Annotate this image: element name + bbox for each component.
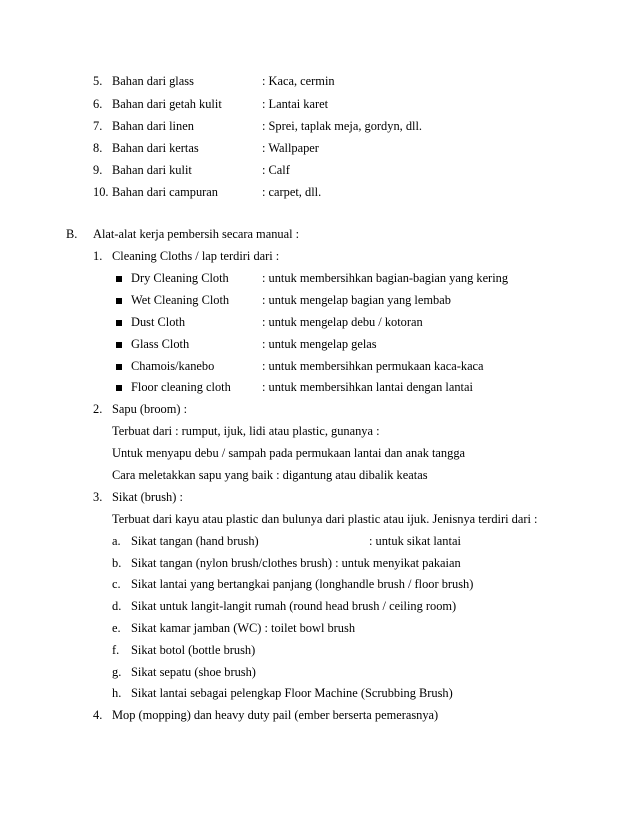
- material-label: Bahan dari kulit: [112, 163, 192, 177]
- item-num: 3.: [93, 490, 103, 504]
- cloth-desc: : untuk membersihkan permukaan kaca-kaca: [262, 359, 484, 373]
- material-value: : Sprei, taplak meja, gordyn, dll.: [262, 119, 423, 133]
- bullet-square-icon: [116, 385, 122, 391]
- brush-intro: Terbuat dari kayu atau plastic dan bulunya dari plastic atau ijuk. Jenisnya terdiri dari :: [112, 512, 538, 526]
- material-num: 6.: [93, 97, 103, 111]
- brush-item: Sikat untuk langit-langit rumah (round head brush / ceiling room): [131, 599, 457, 613]
- material-label: Bahan dari getah kulit: [112, 97, 222, 111]
- sub-letter: d.: [112, 599, 122, 613]
- cloth-label: Dust Cloth: [131, 315, 186, 329]
- item-num: 2.: [93, 402, 103, 416]
- material-label: Bahan dari linen: [112, 119, 194, 133]
- cloth-desc: : untuk mengelap bagian yang lembab: [262, 293, 451, 307]
- brush-item: Sikat tangan (nylon brush/clothes brush) : untuk menyikat pakaian: [131, 556, 461, 570]
- material-label: Bahan dari campuran: [112, 185, 218, 199]
- item-title: Sikat (brush) :: [112, 490, 183, 504]
- section-b-title: Alat-alat kerja pembersih secara manual :: [93, 227, 300, 241]
- material-value: : Lantai karet: [262, 97, 329, 111]
- material-value: : carpet, dll.: [262, 185, 322, 199]
- material-num: 8.: [93, 141, 103, 155]
- material-value: : Wallpaper: [262, 141, 319, 155]
- material-value: : Kaca, cermin: [262, 74, 335, 88]
- material-value: : Calf: [262, 163, 290, 177]
- material-num: 7.: [93, 119, 103, 133]
- cloth-desc: : untuk mengelap gelas: [262, 337, 377, 351]
- bullet-square-icon: [116, 298, 122, 304]
- brush-item: Sikat lantai yang bertangkai panjang (longhandle brush / floor brush): [131, 577, 474, 591]
- cloth-desc: : untuk membersihkan bagian-bagian yang kering: [262, 271, 509, 285]
- material-num: 5.: [93, 74, 103, 88]
- material-num: 9.: [93, 163, 103, 177]
- item-title: Mop (mopping) dan heavy duty pail (ember berserta pemerasnya): [112, 708, 439, 722]
- sub-letter: f.: [112, 643, 120, 657]
- cloth-label: Glass Cloth: [131, 337, 190, 351]
- brush-item: Sikat botol (bottle brush): [131, 643, 256, 657]
- cloth-label: Wet Cleaning Cloth: [131, 293, 230, 307]
- brush-item: Sikat sepatu (shoe brush): [131, 665, 256, 679]
- item-num: 4.: [93, 708, 103, 722]
- cloth-label: Chamois/kanebo: [131, 359, 215, 373]
- item-title: Sapu (broom) :: [112, 402, 188, 416]
- material-label: Bahan dari glass: [112, 74, 194, 88]
- sub-letter: a.: [112, 534, 121, 548]
- material-num: 10.: [93, 185, 109, 199]
- sub-letter: c.: [112, 577, 121, 591]
- cloth-desc: : untuk mengelap debu / kotoran: [262, 315, 423, 329]
- section-b-marker: B.: [66, 227, 78, 241]
- bullet-square-icon: [116, 342, 122, 348]
- broom-text: Untuk menyapu debu / sampah pada permukaan lantai dan anak tangga: [112, 446, 466, 460]
- item-title: Cleaning Cloths / lap terdiri dari :: [112, 249, 280, 263]
- bullet-square-icon: [116, 276, 122, 282]
- material-label: Bahan dari kertas: [112, 141, 199, 155]
- bullet-square-icon: [116, 364, 122, 370]
- brush-item: Sikat tangan (hand brush): [131, 534, 259, 548]
- cloth-label: Floor cleaning cloth: [131, 380, 231, 394]
- broom-text: Cara meletakkan sapu yang baik : digantung atau dibalik keatas: [112, 468, 428, 482]
- item-num: 1.: [93, 249, 103, 263]
- sub-letter: e.: [112, 621, 121, 635]
- brush-item: Sikat kamar jamban (WC) : toilet bowl brush: [131, 621, 356, 635]
- brush-item-extra: : untuk sikat lantai: [369, 534, 461, 548]
- sub-letter: b.: [112, 556, 122, 570]
- broom-text: Terbuat dari : rumput, ijuk, lidi atau plastic, gunanya :: [112, 424, 380, 438]
- bullet-square-icon: [116, 320, 122, 326]
- cloth-desc: : untuk membersihkan lantai dengan lantai: [262, 380, 473, 394]
- brush-item: Sikat lantai sebagai pelengkap Floor Machine (Scrubbing Brush): [131, 686, 453, 700]
- sub-letter: g.: [112, 665, 122, 679]
- cloth-label: Dry Cleaning Cloth: [131, 271, 229, 285]
- sub-letter: h.: [112, 686, 122, 700]
